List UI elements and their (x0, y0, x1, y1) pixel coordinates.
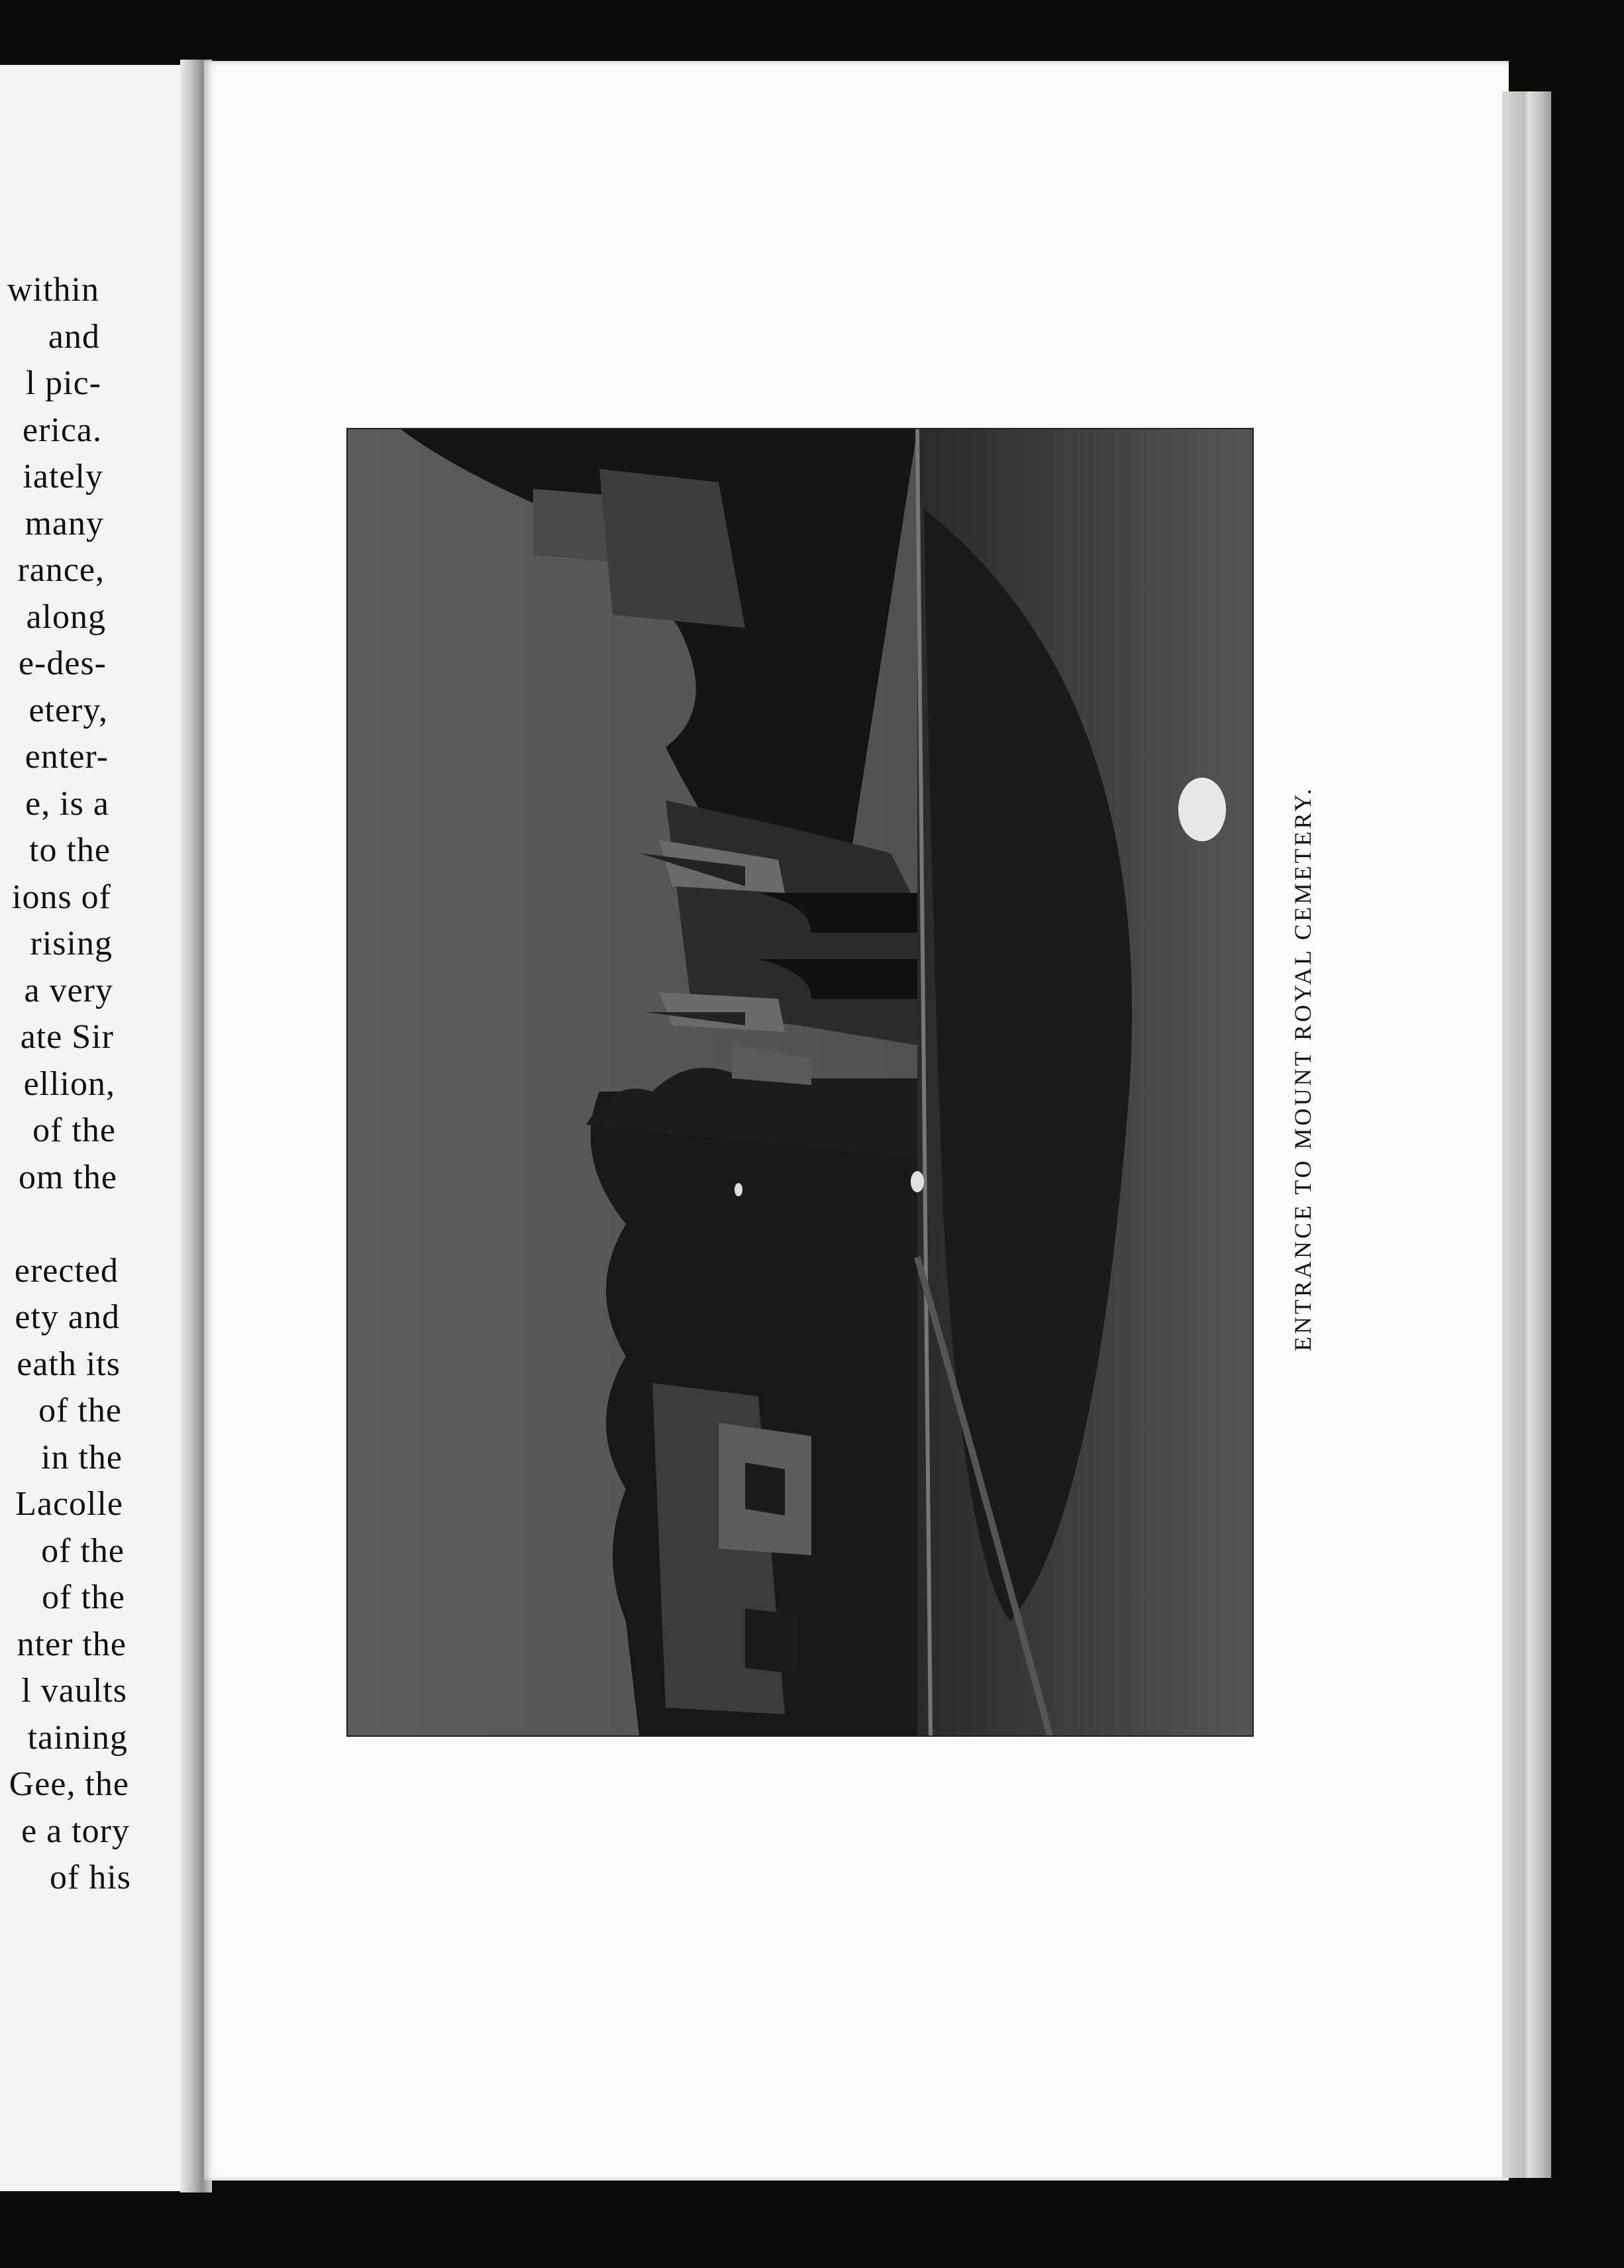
plate-caption: ENTRANCE TO MOUNT ROYAL CEMETERY. (1290, 786, 1316, 1351)
left-page-line: Lacolle (15, 1485, 123, 1523)
page-edge (1502, 91, 1551, 2178)
left-page-line: om the (19, 1159, 117, 1196)
left-page-line: l vaults (21, 1672, 127, 1710)
left-page-line: e, is a (25, 785, 109, 823)
left-page-line: eath its (17, 1345, 121, 1383)
left-page-line: along (26, 598, 106, 636)
left-page-line: e a tory (21, 1812, 130, 1850)
left-page-line: ety and (15, 1298, 120, 1336)
cemetery-entrance-photo (348, 429, 1252, 1735)
left-page-line: taining (27, 1719, 128, 1757)
left-page-line: enter- (25, 738, 109, 776)
left-page (0, 65, 207, 2191)
left-page-line: of the (38, 1392, 122, 1429)
left-page-line: rising (30, 925, 113, 962)
left-page-line: and (48, 318, 100, 356)
left-page-line: ellion, (23, 1065, 115, 1103)
left-page-line: nter the (17, 1625, 127, 1663)
left-page-line: in the (41, 1439, 123, 1476)
left-page-line: e-des- (18, 644, 107, 682)
left-page-line: within (7, 271, 99, 309)
left-page-line: rance, (17, 551, 105, 589)
left-page-text (0, 65, 207, 2191)
left-page-line: of the (41, 1532, 125, 1570)
left-page-line: a very (24, 972, 113, 1009)
left-page-line: ions of (12, 878, 111, 916)
photo-plate (346, 428, 1254, 1737)
left-page-line: erected (14, 1252, 119, 1290)
left-page-line: erica. (22, 411, 102, 449)
left-page-line: ate Sir (20, 1018, 114, 1056)
left-page-line: to the (29, 831, 111, 869)
left-page-line: Gee, the (9, 1765, 129, 1803)
left-page-line: l pic- (25, 364, 101, 402)
left-page-line: etery, (28, 692, 108, 729)
left-page-line: many (25, 505, 104, 542)
left-page-line: iately (23, 458, 103, 495)
left-page-line: of the (42, 1578, 125, 1616)
left-page-line: of his (50, 1859, 131, 1896)
left-page-line: of the (32, 1111, 116, 1149)
